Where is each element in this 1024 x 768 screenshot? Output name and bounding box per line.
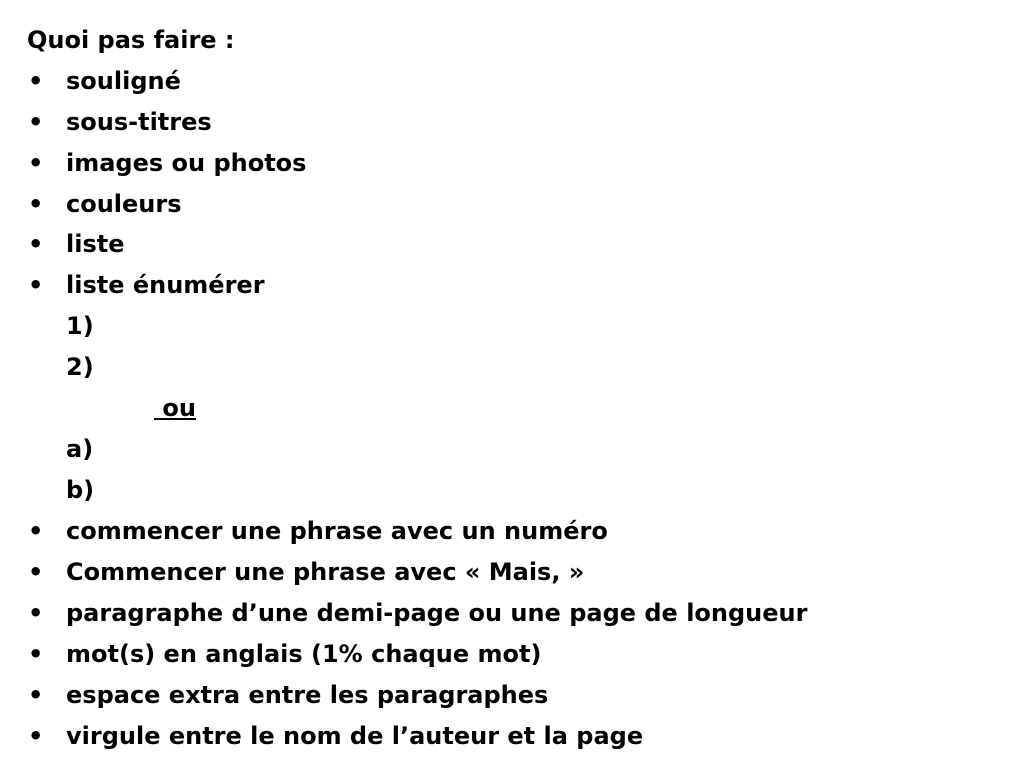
bullet-icon: •: [28, 271, 44, 299]
list-item-text: images ou photos: [66, 149, 307, 177]
slide-heading: Quoi pas faire :: [27, 26, 235, 54]
bullet-icon: •: [28, 640, 44, 668]
list-item-text: souligné: [66, 67, 181, 95]
bullet-icon: •: [28, 108, 44, 136]
bullet-icon: •: [28, 681, 44, 709]
enumeration-number: 1): [66, 312, 94, 340]
list-item-text: paragraphe d’une demi-page ou une page de longueur: [66, 599, 808, 627]
bullet-icon: •: [28, 149, 44, 177]
list-item-text: sous-titres: [66, 108, 212, 136]
bullet-icon: •: [28, 517, 44, 545]
list-item: [0, 516, 1024, 546]
list-item-text: liste: [66, 230, 125, 258]
enumeration-letter: a): [66, 435, 94, 463]
enumeration-letter: b): [66, 476, 95, 504]
list-item-text: commencer une phrase avec un numéro: [66, 517, 608, 545]
list-item: [0, 680, 1024, 710]
list-item: [0, 721, 1024, 751]
list-item-text: couleurs: [66, 190, 182, 218]
list-item: [0, 557, 1024, 587]
enumeration-separator-text: ou: [162, 394, 196, 422]
list-item-text: virgule entre le nom de l’auteur et la page: [66, 722, 644, 750]
list-item: [0, 107, 1024, 137]
list-item: [0, 229, 1024, 259]
enumeration-separator: [154, 393, 196, 423]
list-item-text: liste énumérer: [66, 271, 265, 299]
list-item: [0, 66, 1024, 96]
list-item-text: espace extra entre les paragraphes: [66, 681, 549, 709]
list-item: [0, 270, 1024, 300]
bullet-icon: •: [28, 558, 44, 586]
list-item-text: mot(s) en anglais (1% chaque mot): [66, 640, 542, 668]
enumeration-number: 2): [66, 353, 94, 381]
list-item: [0, 148, 1024, 178]
bullet-icon: •: [28, 230, 44, 258]
list-item: [0, 639, 1024, 669]
bullet-icon: •: [28, 599, 44, 627]
bullet-icon: •: [28, 67, 44, 95]
list-item: [0, 598, 1024, 628]
bullet-icon: •: [28, 190, 44, 218]
list-item: [0, 189, 1024, 219]
list-item-text: Commencer une phrase avec « Mais, »: [66, 558, 585, 586]
bullet-icon: •: [28, 722, 44, 750]
